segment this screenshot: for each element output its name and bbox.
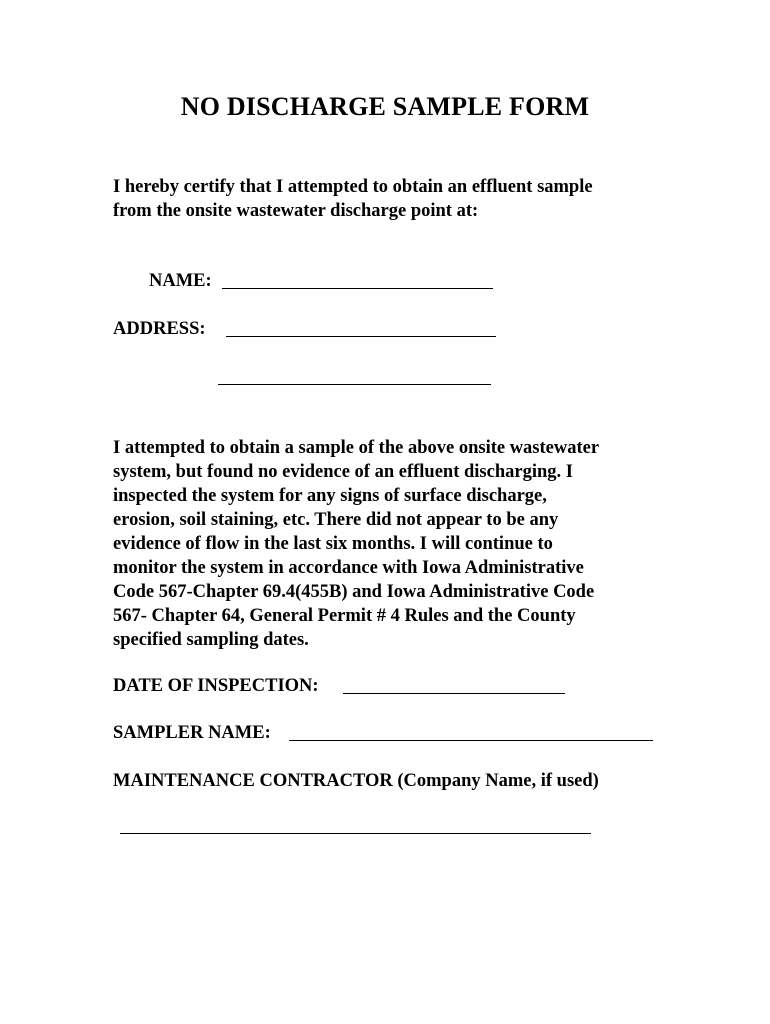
body-line: 567- Chapter 64, General Permit # 4 Rules and the County — [113, 606, 576, 626]
body-line: Code 567-Chapter 69.4(455B) and Iowa Administrative Code — [113, 582, 595, 602]
name-label: NAME: — [149, 271, 212, 291]
body-line: erosion, soil staining, etc. There did not appear to be any — [113, 510, 559, 530]
sampler-name-label: SAMPLER NAME: — [113, 723, 271, 743]
body-line: inspected the system for any signs of surface discharge, — [113, 486, 547, 506]
sampler-name-line[interactable] — [289, 740, 653, 741]
intro-line: I hereby certify that I attempted to obtain an effluent sample — [113, 177, 593, 197]
body-line: monitor the system in accordance with Iowa Administrative — [113, 558, 584, 578]
address-label: ADDRESS: — [113, 319, 206, 339]
maintenance-contractor-label: MAINTENANCE CONTRACTOR (Company Name, if used) — [113, 771, 599, 791]
certification-statement — [113, 175, 593, 223]
body-line: system, but found no evidence of an effluent discharging. I — [113, 462, 573, 482]
date-of-inspection-line[interactable] — [343, 693, 565, 694]
inspection-statement — [113, 436, 599, 652]
name-field-line[interactable] — [222, 288, 493, 289]
intro-line: from the onsite wastewater discharge point at: — [113, 201, 479, 221]
maintenance-contractor-line[interactable] — [120, 833, 591, 834]
address-field-line-2[interactable] — [218, 384, 491, 385]
date-of-inspection-label: DATE OF INSPECTION: — [113, 676, 319, 696]
address-field-line-1[interactable] — [226, 336, 496, 337]
form-title: NO DISCHARGE SAMPLE FORM — [180, 92, 590, 121]
body-line: specified sampling dates. — [113, 630, 309, 650]
body-line: I attempted to obtain a sample of the above onsite wastewater — [113, 438, 600, 458]
body-line: evidence of flow in the last six months. I will continue to — [113, 534, 553, 554]
